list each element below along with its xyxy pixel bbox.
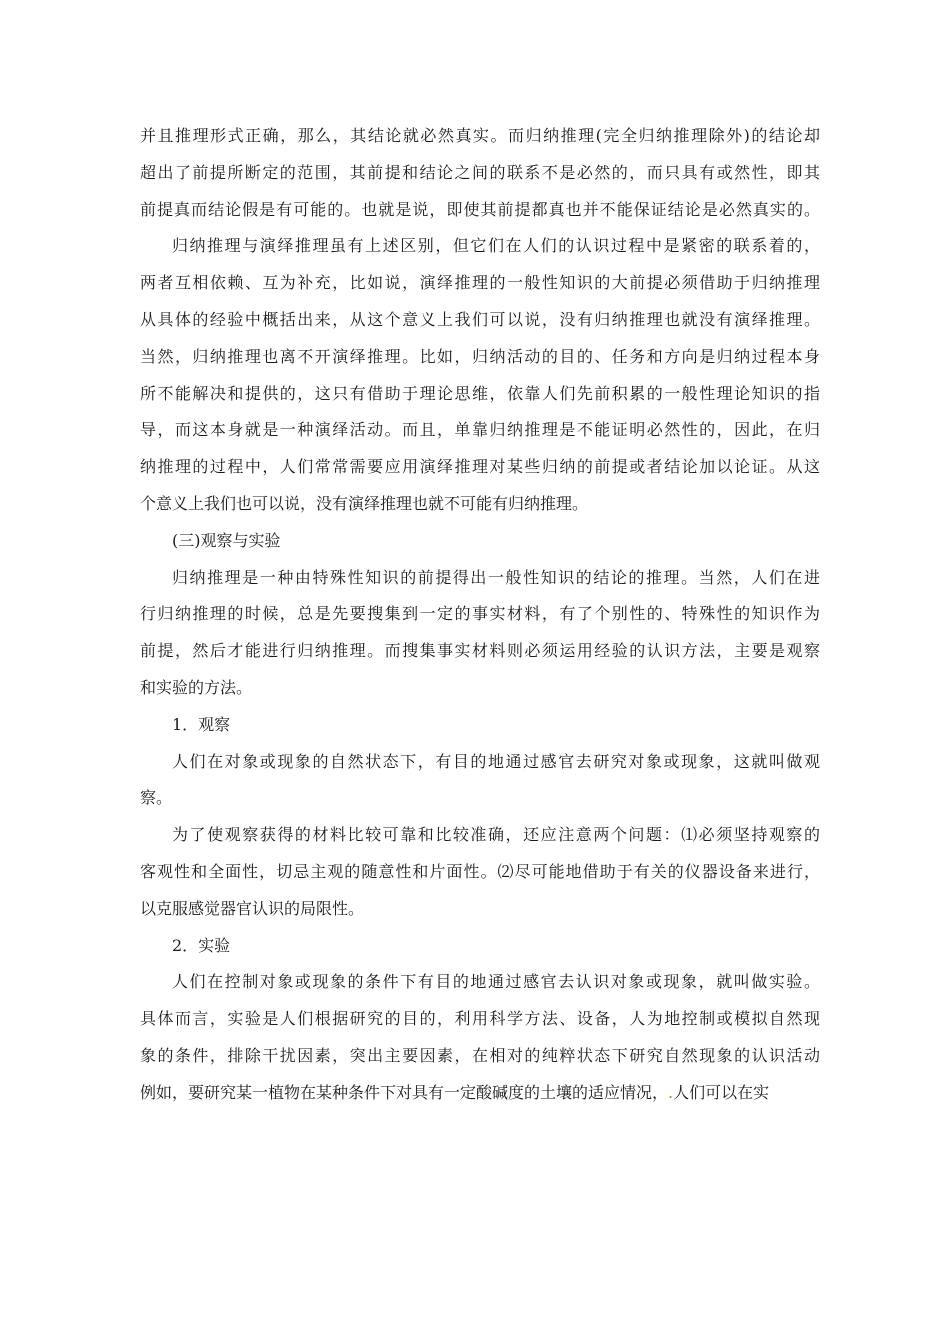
- paragraph-start-line: 归纳推理与演绎推理虽有上述区别，但它们在人们的认识过程中是紧密的联系着的，: [172, 236, 820, 256]
- stray-mark: .: [668, 1082, 674, 1102]
- paragraph-start-line: 人们在对象或现象的自然状态下，有目的地通过感官去研究对象或现象，这就叫做观: [172, 751, 820, 771]
- text-line: 并且推理形式正确，那么，其结论就必然真实。而归纳推理(完全归纳推理除外)的结论却: [140, 126, 820, 145]
- section-heading: (三)观察与实验: [172, 530, 281, 550]
- text-line: [140, 1075, 820, 1112]
- text-line-part: 例如，要研究某一植物在某种条件下对具有一定酸碱度的土壤的适应情况，: [140, 1082, 669, 1102]
- text-line: 前提真而结论假是有可能的。也就是说，即使其前提都真也并不能保证结论是必然真实的。: [140, 199, 820, 219]
- text-line: 行归纳推理的时候，总是先要搜集到一定的事实材料，有了个别性的、特殊性的知识作为: [140, 604, 820, 624]
- text-line: 所不能解决和提供的，这只有借助于理论思维，依靠人们先前积累的一般性理论知识的指: [140, 383, 820, 403]
- text-line: 当然，归纳推理也离不开演绎推理。比如，归纳活动的目的、任务和方向是归纳过程本身: [140, 346, 820, 366]
- text-line: 超出了前提所断定的范围，其前提和结论之间的联系不是必然的，而只具有或然性，即其: [140, 162, 820, 182]
- text-line: 客观性和全面性，切忌主观的随意性和片面性。⑵尽可能地借助于有关的仪器设备来进行，: [140, 861, 820, 881]
- text-line: 从具体的经验中概括出来，从这个意义上我们可以说，没有归纳推理也就没有演绎推理。: [140, 309, 820, 329]
- body-text: [140, 118, 820, 1112]
- text-line: 和实验的方法。: [140, 677, 253, 697]
- paragraph-start-line: 人们在控制对象或现象的条件下有目的地通过感官去认识对象或现象，就叫做实验。: [172, 972, 820, 992]
- paragraph-start-line: 为了使观察获得的材料比较可靠和比较准确，还应注意两个问题：⑴必须坚持观察的: [172, 825, 820, 845]
- subsection-heading: 1．观察: [172, 714, 231, 734]
- text-line: 具体而言，实验是人们根据研究的目的，利用科学方法、设备，人为地控制或模拟自然现: [140, 1009, 820, 1029]
- subsection-heading: 2．实验: [172, 935, 231, 955]
- text-line: 察。: [140, 788, 173, 808]
- text-line: 导，而这本身就是一种演绎活动。而且，单靠归纳推理是不能证明必然性的，因此，在归: [140, 420, 820, 440]
- text-line-part: 人们可以在实: [673, 1082, 770, 1102]
- text-line: 前提，然后才能进行归纳推理。而搜集事实材料则必须运用经验的认识方法，主要是观察: [140, 641, 820, 661]
- text-line: 纳推理的过程中，人们常常需要应用演绎推理对某些归纳的前提或者结论加以论证。从这: [140, 457, 820, 477]
- text-line: 象的条件，排除干扰因素，突出主要因素，在相对的纯粹状态下研究自然现象的认识活动: [140, 1045, 820, 1065]
- text-line: 两者互相依赖、互为补充，比如说，演绎推理的一般性知识的大前提必须借助于归纳推理: [140, 273, 820, 293]
- paragraph-start-line: 归纳推理是一种由特殊性知识的前提得出一般性知识的结论的推理。当然，人们在进: [172, 567, 820, 587]
- text-line: 个意义上我们也可以说，没有演绎推理也就不可能有归纳推理。: [140, 493, 589, 513]
- text-line: 以克服感觉器官认识的局限性。: [140, 898, 365, 918]
